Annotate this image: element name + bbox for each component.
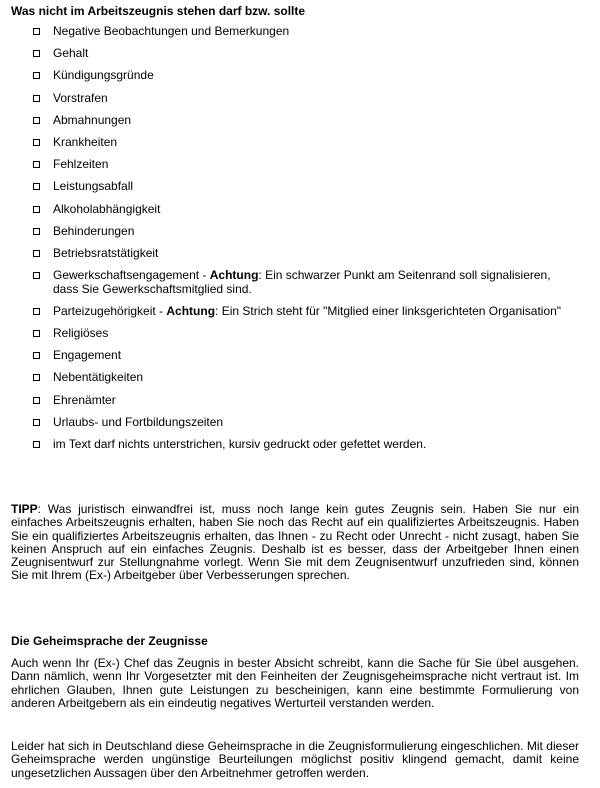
square-bullet-icon — [33, 441, 40, 448]
warning-label: Achtung — [166, 303, 216, 318]
list-item-text: Gewerkschaftsengagement - — [53, 268, 210, 283]
list-item — [11, 349, 579, 363]
square-bullet-icon — [33, 50, 40, 57]
tip-paragraph — [11, 503, 579, 583]
list-item — [11, 269, 579, 296]
square-bullet-icon — [33, 95, 40, 102]
body-paragraph-1: Auch wenn Ihr (Ex-) Chef das Zeugnis in bester Absicht schreibt, kann die Sache für Sie übel ausgehen. Dann nämlich, wenn Ihr Vorgesetzter mit den Feinheiten der Zeugnisgeheimsprache nicht vertraut ist. Im ehrlichen Glauben, Ihnen gute Leistungen zu bescheinigen, kann eine bestimmte Formulierung von anderen Arbeitgebern als ein eindeutig negatives Werturteil verstanden werden. — [11, 656, 579, 710]
warning-label: Achtung — [209, 268, 259, 283]
list-item-text: Kündigungsgründe — [53, 68, 154, 83]
list-item-text: : Ein schwarzer Punkt am Seitenrand soll signalisieren, dass Sie Gewerkschaftsmitglied sind. — [53, 268, 551, 296]
square-bullet-icon — [33, 72, 40, 79]
list-item-text: im Text darf nichts unterstrichen, kursiv gedruckt oder gefettet werden. — [53, 436, 427, 451]
list-item — [11, 225, 579, 239]
forbidden-items-list — [11, 25, 579, 460]
section-heading-secret-language: Die Geheimsprache der Zeugnisse — [11, 634, 208, 648]
list-item-text: Abmahnungen — [53, 112, 132, 127]
list-item-text: Parteizugehörigkeit - — [53, 303, 167, 318]
square-bullet-icon — [33, 250, 40, 257]
list-item-text: Alkoholabhängigkeit — [53, 201, 161, 216]
section-heading-not-allowed: Was nicht im Arbeitszeugnis stehen darf bzw. sollte — [11, 4, 306, 18]
square-bullet-icon — [33, 161, 40, 168]
square-bullet-icon — [33, 397, 40, 404]
list-item-text: Leistungsabfall — [53, 179, 134, 194]
square-bullet-icon — [33, 272, 40, 279]
list-item — [11, 47, 579, 61]
square-bullet-icon — [33, 139, 40, 146]
list-item-text: Gehalt — [53, 46, 89, 61]
list-item — [11, 25, 579, 39]
list-item — [11, 438, 579, 452]
tip-label: TIPP — [11, 502, 38, 516]
list-item — [11, 247, 579, 261]
list-item-text: Ehrenämter — [53, 392, 116, 407]
list-item — [11, 158, 579, 172]
list-item — [11, 136, 579, 150]
list-item — [11, 180, 579, 194]
list-item — [11, 92, 579, 106]
square-bullet-icon — [33, 419, 40, 426]
list-item-text: Fehlzeiten — [53, 157, 109, 172]
list-item-text: Krankheiten — [53, 134, 118, 149]
list-item-text: Religiöses — [53, 325, 109, 340]
list-item — [11, 371, 579, 385]
list-item-text: Betriebsratstätigkeit — [53, 245, 159, 260]
list-item — [11, 69, 579, 83]
square-bullet-icon — [33, 374, 40, 381]
list-item — [11, 203, 579, 217]
list-item — [11, 114, 579, 128]
square-bullet-icon — [33, 183, 40, 190]
list-item — [11, 416, 579, 430]
square-bullet-icon — [33, 352, 40, 359]
tip-text: : Was juristisch einwandfrei ist, muss noch lange kein gutes Zeugnis sein. Haben Sie nur ein einfaches Arbeitszeugnis erhalten, haben Sie noch das Recht auf ein qualifiziertes Arbeitszeugnis. Haben Sie ein qualifiziertes Arbeitszeugnis erhalten, das Ihnen - zu Recht oder Unrecht - nicht zusagt, haben Sie keinen Anspruch auf ein einfaches Zeugnis. Deshalb ist es besser, dass der Arbeitgeber Ihnen einen Zeugnisentwurf zur Stellungnahme vorlegt. Wenn Sie mit dem Zeugnisentwurf unzufrieden sind, können Sie mit Ihrem (Ex-) Arbeitgeber über Verbesserungen sprechen. — [11, 502, 579, 583]
list-item-text: : Ein Strich steht für "Mitglied einer linksgerichteten Organisation" — [215, 303, 562, 318]
list-item-text: Vorstrafen — [53, 90, 108, 105]
list-item — [11, 305, 579, 319]
square-bullet-icon — [33, 330, 40, 337]
square-bullet-icon — [33, 206, 40, 213]
list-item-text: Behinderungen — [53, 223, 135, 238]
list-item-text: Negative Beobachtungen und Bemerkungen — [53, 24, 290, 38]
list-item — [11, 327, 579, 341]
square-bullet-icon — [33, 228, 40, 235]
list-item — [11, 394, 579, 408]
list-item-text: Engagement — [53, 348, 122, 363]
list-item-text: Urlaubs- und Fortbildungszeiten — [53, 414, 224, 429]
list-item-text: Nebentätigkeiten — [53, 370, 144, 385]
body-paragraph-2: Leider hat sich in Deutschland diese Geheimsprache in die Zeugnisformulierung eingeschlichen. Mit dieser Geheimsprache werden ungünstige Beurteilungen möglichst positiv klingend gemacht, damit keine ungesetzlichen Aussagen über den Arbeitnehmer getroffen werden. — [11, 739, 579, 780]
square-bullet-icon — [33, 28, 40, 35]
square-bullet-icon — [33, 308, 40, 315]
square-bullet-icon — [33, 117, 40, 124]
